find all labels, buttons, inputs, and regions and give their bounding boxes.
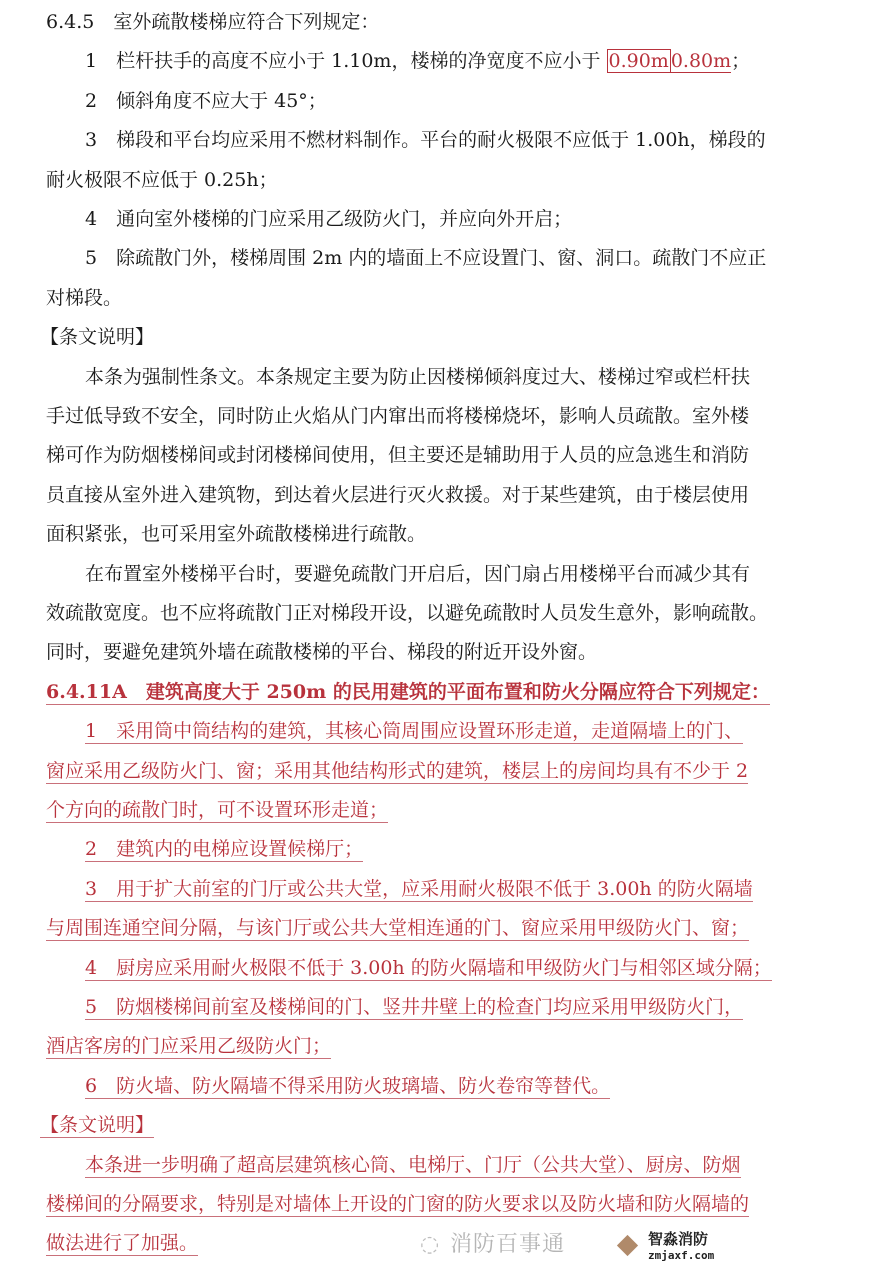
- line-text: 1 采用筒中筒结构的建筑，其核心筒周围应设置环形走道，走道隔墙上的门、: [85, 720, 744, 743]
- wechat-icon: ◌: [420, 1232, 440, 1257]
- text-line: [85, 989, 743, 1025]
- line-text: 2 建筑内的电梯应设置候梯厅；: [85, 838, 364, 861]
- text-line: [85, 1068, 610, 1104]
- text-line: [85, 713, 743, 749]
- text-line: [85, 1147, 741, 1183]
- text-line: [85, 43, 750, 79]
- line-text: 5 防烟楼梯间前室及楼梯间的门、竖井井壁上的检查门均应采用甲级防火门，: [85, 996, 744, 1018]
- line-text: 做法进行了加强。: [46, 1232, 199, 1255]
- line-text: 3 梯段和平台均应采用不燃材料制作。平台的耐火极限不应低于 1.00h，梯段的: [85, 129, 766, 152]
- line-text: 6.4.5 室外疏散楼梯应符合下列规定：: [46, 11, 380, 33]
- watermark: [420, 1230, 870, 1264]
- text-line: [85, 122, 766, 158]
- revised-value: 0.80m: [670, 50, 732, 73]
- text-line: [46, 437, 749, 473]
- text-line: [40, 1107, 154, 1143]
- text-line: [46, 595, 768, 631]
- line-text: 梯可作为防烟楼梯间或封闭楼梯间使用，但主要还是辅助用于人员的应急逃生和消防: [46, 444, 750, 467]
- line-text: 本条进一步明确了超高层建筑核心筒、电梯厅、门厅（公共大堂）、厨房、防烟: [85, 1153, 741, 1176]
- text-line: [46, 910, 749, 946]
- line-text: 个方向的疏散门时，可不设置环形走道；: [46, 799, 389, 821]
- text-line: [85, 950, 772, 986]
- line-text: 窗应采用乙级防火门、窗；采用其他结构形式的建筑，楼层上的房间均具有不少于 2: [46, 759, 749, 782]
- brand-url: zmjaxf.com: [648, 1249, 715, 1262]
- line-text: 对梯段。: [46, 286, 123, 309]
- line-text: 2 倾斜角度不应大于 45°；: [85, 89, 327, 112]
- wechat-account-name: 消防百事通: [450, 1232, 566, 1257]
- line-text: 在布置室外楼梯平台时，要避免疏散门开启后，因门扇占用楼梯平台而减少其有: [85, 562, 751, 585]
- line-text: 5 除疏散门外，楼梯周围 2m 内的墙面上不应设置门、窗、洞口。疏散门不应正: [85, 247, 767, 270]
- text-segment: ；: [731, 50, 751, 73]
- text-line: [46, 280, 122, 316]
- text-line: [85, 831, 363, 867]
- line-text: 【条文说明】: [40, 326, 155, 349]
- line-text: 本条为强制性条文。本条规定主要为防止因楼梯倾斜度过大、楼梯过窄或栏杆扶: [85, 365, 751, 388]
- text-line: [46, 674, 770, 710]
- text-line: [46, 516, 426, 552]
- text-line: [85, 359, 750, 395]
- text-line: [85, 240, 766, 276]
- text-line: [85, 871, 753, 907]
- line-text: 耐火极限不应低于 0.25h；: [46, 168, 278, 191]
- line-text: 同时，要避免建筑外墙在疏散楼梯的平台、梯段的附近开设外窗。: [46, 641, 598, 664]
- text-line: [46, 398, 749, 434]
- text-line: [85, 201, 572, 237]
- line-text: 面积紧张，也可采用室外疏散楼梯进行疏散。: [46, 523, 427, 546]
- text-line: [40, 319, 154, 355]
- text-line: [46, 792, 388, 828]
- line-text: 4 通向室外楼梯的门应采用乙级防火门，并应向外开启；: [85, 208, 573, 230]
- line-text: 酒店客房的门应采用乙级防火门；: [46, 1035, 332, 1058]
- text-line: [46, 477, 749, 513]
- line-text: 手过低导致不安全，同时防止火焰从门内窜出而将楼梯烧坏，影响人员疏散。室外楼: [46, 405, 750, 427]
- line-text: 与周围连通空间分隔，与该门厅或公共大堂相连通的门、窗应采用甲级防火门、窗；: [46, 917, 750, 940]
- text-line: [85, 556, 750, 592]
- line-text: 6.4.11A 建筑高度大于 250m 的民用建筑的平面布置和防火分隔应符合下列规定：: [46, 680, 770, 703]
- text-line: [46, 162, 278, 198]
- brand-name: 智淼消防: [648, 1230, 709, 1248]
- deleted-value: 0.90m: [608, 50, 669, 73]
- text-line: [46, 753, 748, 789]
- text-line: [46, 1028, 331, 1064]
- text-segment: 1 栏杆扶手的高度不应小于 1.10m，楼梯的净宽度不应小于: [85, 50, 607, 73]
- text-line: [46, 4, 379, 40]
- line-text: 效疏散宽度。也不应将疏散门正对梯段开设，以避免疏散时人员发生意外，影响疏散。: [46, 602, 769, 624]
- text-line: [46, 634, 597, 670]
- line-text: 3 用于扩大前室的门厅或公共大堂，应采用耐火极限不低于 3.00h 的防火隔墙: [85, 877, 753, 900]
- text-line: [46, 1225, 198, 1261]
- line-text: 员直接从室外进入建筑物，到达着火层进行灭火救援。对于某些建筑，由于楼层使用: [46, 483, 750, 506]
- line-text: 楼梯间的分隔要求，特别是对墙体上开设的门窗的防火要求以及防火墙和防火隔墙的: [46, 1193, 750, 1215]
- brand-logo-icon: [617, 1235, 638, 1256]
- text-line: [46, 1186, 749, 1222]
- line-text: 6 防火墙、防火隔墙不得采用防火玻璃墙、防火卷帘等替代。: [85, 1074, 611, 1097]
- text-line: [85, 83, 327, 119]
- line-text: 4 厨房应采用耐火极限不低于 3.00h 的防火隔墙和甲级防火门与相邻区域分隔；: [85, 956, 772, 979]
- line-text: 【条文说明】: [40, 1114, 155, 1137]
